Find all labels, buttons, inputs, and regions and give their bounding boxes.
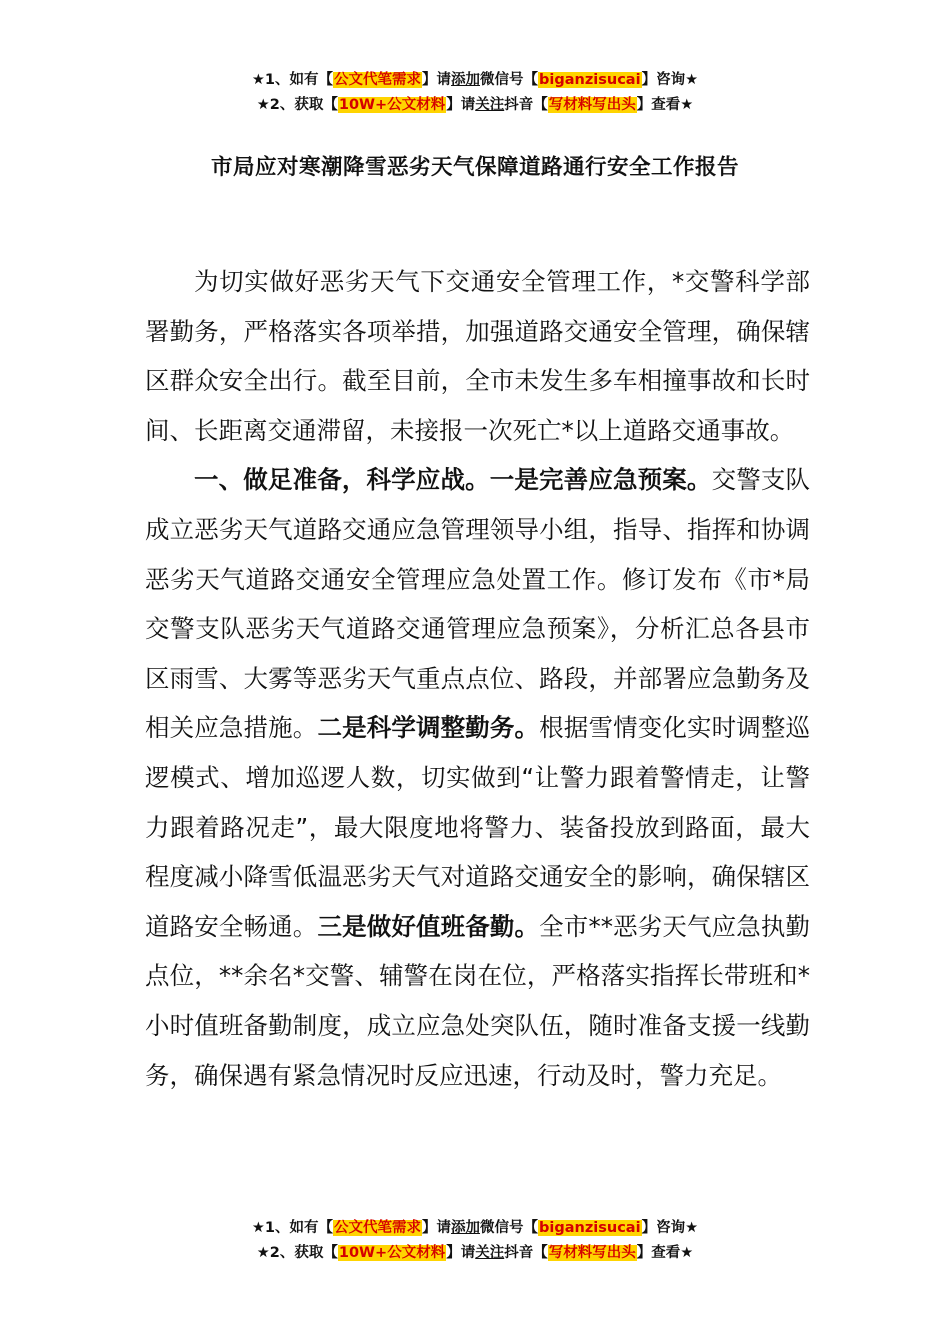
promo-text: ★2、获取【 xyxy=(256,1245,338,1261)
promo-text: ★1、如有【 xyxy=(251,1220,334,1236)
document-body xyxy=(145,257,810,1100)
promo-text: 微信号【 xyxy=(480,72,539,88)
section-heading: 一、做足准备，科学应战。一是完善应急预案。 xyxy=(194,465,712,495)
promo-text: 】咨询★ xyxy=(641,1220,699,1236)
promo-highlight: 公文代笔需求 xyxy=(334,72,422,88)
promo-highlight: 10W+公文材料 xyxy=(338,97,446,113)
promo-underline: 添加 xyxy=(451,1220,481,1236)
promo-text: 】查看★ xyxy=(636,97,694,113)
paragraph-text: 全市**恶劣天气应急执勤点位，**余名*交警、辅警在岗在位，严格落实指挥长带班和*小时值班备勤制度，成立应急处突队伍，随时准备支援一线勤务，确保遇有紧急情况时反应迅速，行动及时，警力充足。 xyxy=(145,911,811,1090)
promo-line-2 xyxy=(0,93,950,118)
paragraph-text: 交警支队成立恶劣天气道路交通应急管理领导小组，指导、指挥和协调恶劣天气道路交通安全管理应急处置工作。修订发布《市*局交警支队恶劣天气道路交通管理应急预案》，分析汇总各县市区雨雪、大雾等恶劣天气重点点位、路段，并部署应急勤务及相关应急措施。 xyxy=(145,465,810,743)
promo-highlight: 10W+公文材料 xyxy=(338,1245,446,1261)
promo-text: ★2、获取【 xyxy=(256,97,338,113)
promo-text: 】请 xyxy=(446,97,476,113)
paragraph-section-1 xyxy=(145,455,810,1100)
promo-text: 】请 xyxy=(422,1220,452,1236)
header-promo-banner xyxy=(0,68,950,118)
promo-highlight: 写材料写出头 xyxy=(548,1245,636,1261)
promo-text: 微信号【 xyxy=(480,1220,539,1236)
promo-underline: 添加 xyxy=(451,72,481,88)
promo-text: 抖音【 xyxy=(504,1245,548,1261)
promo-underline: 关注 xyxy=(475,97,505,113)
promo-highlight: 公文代笔需求 xyxy=(334,1220,422,1236)
section-subheading: 三是做好值班备勤。 xyxy=(317,911,540,941)
promo-text: 抖音【 xyxy=(504,97,548,113)
promo-underline: 关注 xyxy=(475,1245,505,1261)
promo-text: 】咨询★ xyxy=(641,72,699,88)
promo-highlight: biganzisucai xyxy=(539,72,641,88)
promo-line-1 xyxy=(0,68,950,93)
promo-highlight: biganzisucai xyxy=(539,1220,641,1236)
section-subheading: 二是科学调整勤务。 xyxy=(317,713,540,743)
paragraph-intro: 为切实做好恶劣天气下交通安全管理工作，*交警科学部署勤务，严格落实各项举措，加强道路交通安全管理，确保辖区群众安全出行。截至目前，全市未发生多车相撞事故和长时间、长距离交通滞留，未接报一次死亡*以上道路交通事故。 xyxy=(145,267,810,445)
paragraph-text: 根据雪情变化实时调整巡逻模式、增加巡逻人数，切实做到“让警力跟着警情走，让警力跟着路况走”，最大限度地将警力、装备投放到路面，最大程度减小降雪低温恶劣天气对道路交通安全的影响，确保辖区道路安全畅通。 xyxy=(145,713,811,941)
promo-text: ★1、如有【 xyxy=(251,72,334,88)
promo-line-1 xyxy=(0,1216,950,1241)
promo-highlight: 写材料写出头 xyxy=(548,97,636,113)
footer-promo-banner xyxy=(0,1216,950,1266)
document-title: 市局应对寒潮降雪恶劣天气保障道路通行安全工作报告 xyxy=(210,155,739,180)
promo-text: 】请 xyxy=(446,1245,476,1261)
promo-line-2 xyxy=(0,1241,950,1266)
promo-text: 】查看★ xyxy=(636,1245,694,1261)
promo-text: 】请 xyxy=(422,72,452,88)
